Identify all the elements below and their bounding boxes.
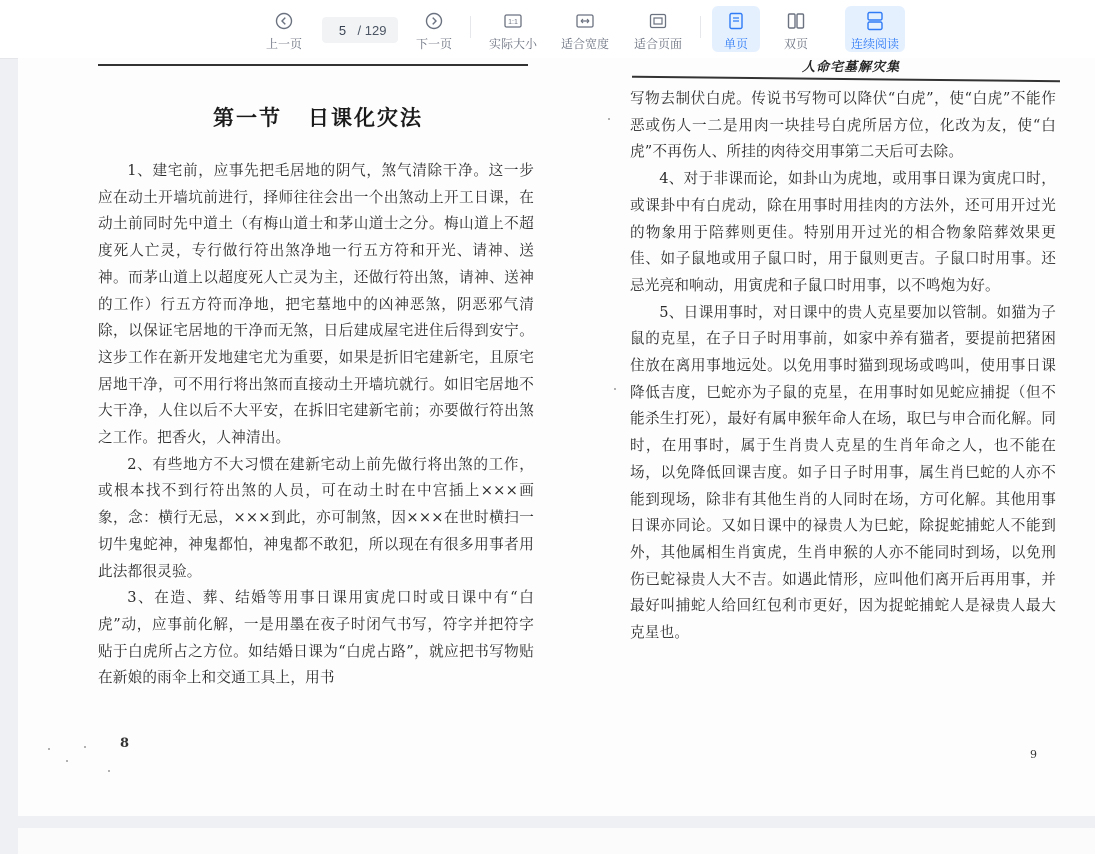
prev-page-button[interactable] — [262, 6, 306, 52]
fit-page-label: 适合页面 — [633, 37, 682, 51]
reader-toolbar — [0, 0, 1095, 59]
continuous-reading-button[interactable] — [845, 6, 905, 52]
fit-width-icon — [574, 10, 596, 31]
scan-speck — [614, 388, 616, 390]
page-number: 8 — [120, 736, 130, 751]
top-rule — [632, 76, 1060, 82]
continuous-reading-icon — [864, 10, 886, 31]
svg-text:1:1: 1:1 — [508, 18, 518, 26]
scan-speck — [84, 746, 86, 748]
left-body-text — [98, 158, 534, 692]
section-heading — [98, 102, 538, 132]
paragraph: 5、日课用事时，对日课中的贵人克星要加以管制。如猫为子鼠的克星，在子日子时用事前，如家中养有猫者，要提前把猪困住放在离用事地远处。以免用事时猫到现场或鸣叫，使用事日课降低吉度，巳蛇亦为子鼠的克星，在用事时如见蛇应捕捉（但不能杀生打死），最好有属申猴年命人在场，取巳与申合而化解。同时，在用事时，属于生肖贵人克星的生肖年命之人，也不能在场，以免降低回课吉度。如子日子时用事，属生肖巳蛇的人亦不能到现场，除非有其他生肖的人同时在场，方可化解。其他用事日课亦同论。又如日课中的禄贵人为巳蛇，除捉蛇捕蛇人不能到外，其他属相生肖寅虎，生肖申猴的人亦不能同时到场，以免刑伤已蛇禄贵人大不吉。如遇此情形，应叫他们离开后再用事，并最好叫捕蛇人给回红包利市更好，因为捉蛇捕蛇人是禄贵人最大克星也。 — [630, 303, 1056, 642]
document-spread — [18, 58, 1095, 816]
right-page — [628, 58, 1060, 816]
page-indicator — [322, 17, 398, 43]
section-number: 第一节 — [213, 105, 282, 130]
fit-page-icon — [647, 10, 669, 31]
toolbar-divider — [700, 16, 701, 38]
single-page-label: 单页 — [723, 37, 748, 51]
scan-speck — [48, 748, 50, 750]
paragraph: 写物去制伏白虎。传说书写物可以降伏“白虎”，使“白虎”不能作恶或伤人一二是用肉一块挂号白虎所居方位，化改为友，使“白虎”不再伤人、所挂的肉待交用事第二天后可去除。 — [630, 90, 1056, 161]
next-page-label: 下一页 — [415, 37, 452, 51]
scan-speck — [608, 118, 610, 120]
running-title: 人命宅墓解灾集 — [801, 60, 900, 75]
single-page-icon — [725, 10, 747, 31]
paragraph: 3、在造、葬、结婚等用事日课用寅虎口时或日课中有“白虎”动，应事前化解，一是用墨在夜子时闭气书写，符字并把符字贴于白虎所占之方位。如结婚日课为“白虎占路”，就应把书写物贴在新娘的雨伞上和交通工具上，用书 — [98, 589, 534, 687]
actual-size-label: 实际大小 — [488, 37, 537, 51]
left-page — [98, 58, 538, 816]
current-page-input[interactable] — [334, 23, 352, 38]
scan-speck — [108, 770, 110, 772]
actual-size-button[interactable] — [486, 6, 540, 52]
page-number: 9 — [1030, 748, 1037, 761]
fit-page-button[interactable] — [630, 6, 686, 52]
paragraph: 2、有些地方不大习惯在建新宅动上前先做行将出煞的工作，或根本找不到行符出煞的人员，可在动土时在中宫插上×××画象，念：横行无忌，×××到此，亦可制煞，因×××在世时横扫一切牛鬼蛇神，神鬼都怕，神鬼都不敢犯，所以现在有很多用事者用此法都很灵验。 — [98, 455, 534, 580]
next-spread-edge — [18, 828, 1095, 854]
actual-size-icon — [502, 10, 524, 31]
top-rule — [98, 64, 528, 66]
fit-width-label: 适合宽度 — [560, 37, 609, 51]
double-page-icon — [785, 10, 807, 31]
next-page-button[interactable] — [412, 6, 456, 52]
paragraph: 4、对于非课而论，如卦山为虎地，或用事日课为寅虎口时，或课卦中有白虎动，除在用事时用挂肉的方法外，还可用开过光的物象用于陪葬则更佳。特别用开过光的相合物象陪葬效果更佳、如子鼠地或用子鼠口时，用于鼠则更吉。子鼠口时用事。还忌光亮和响动，用寅虎和子鼠口时用事，以不鸣炮为好。 — [630, 170, 1056, 294]
toolbar-divider — [470, 16, 471, 38]
paragraph: 1、建宅前，应事先把毛居地的阴气，煞气清除干净。这一步应在动土开墙坑前进行，择师往往会出一个出煞动上开工日课，在动土前同时先中道土（有梅山道士和茅山道士之分。梅山道上不超度死人亡灵，专行做行符出煞净地一行五方符和开光、请神、送神。而茅山道上以超度死人亡灵为主，还做行符出煞，请神、送神的工作）行五方符而净地，把宅墓地中的凶神恶煞，阴恶邪气清除，以保证宅居地的干净而无煞，日后建成屋宅进住后得到安宁。这步工作在新开发地建宅尤为重要，如果是折旧宅建新宅，且原宅居地干净，可不用行将出煞而直接动土开墙坑就行。如旧宅居地不大干净，人住以后不大平安，在拆旧宅建新宅前；亦要做行符出煞之工作。把香火，人神清出。 — [98, 162, 534, 447]
prev-page-label: 上一页 — [265, 37, 302, 51]
double-page-button[interactable] — [774, 6, 818, 52]
chevron-left-circle-icon — [273, 10, 295, 31]
continuous-reading-label: 连续阅读 — [850, 37, 899, 51]
fit-width-button[interactable] — [558, 6, 612, 52]
chevron-right-circle-icon — [423, 10, 445, 31]
right-body-text — [630, 86, 1056, 647]
page-total: / 129 — [357, 22, 387, 38]
double-page-label: 双页 — [783, 37, 808, 51]
single-page-button[interactable] — [712, 6, 760, 52]
scan-speck — [66, 760, 68, 762]
section-title-text: 日课化灾法 — [308, 105, 423, 130]
